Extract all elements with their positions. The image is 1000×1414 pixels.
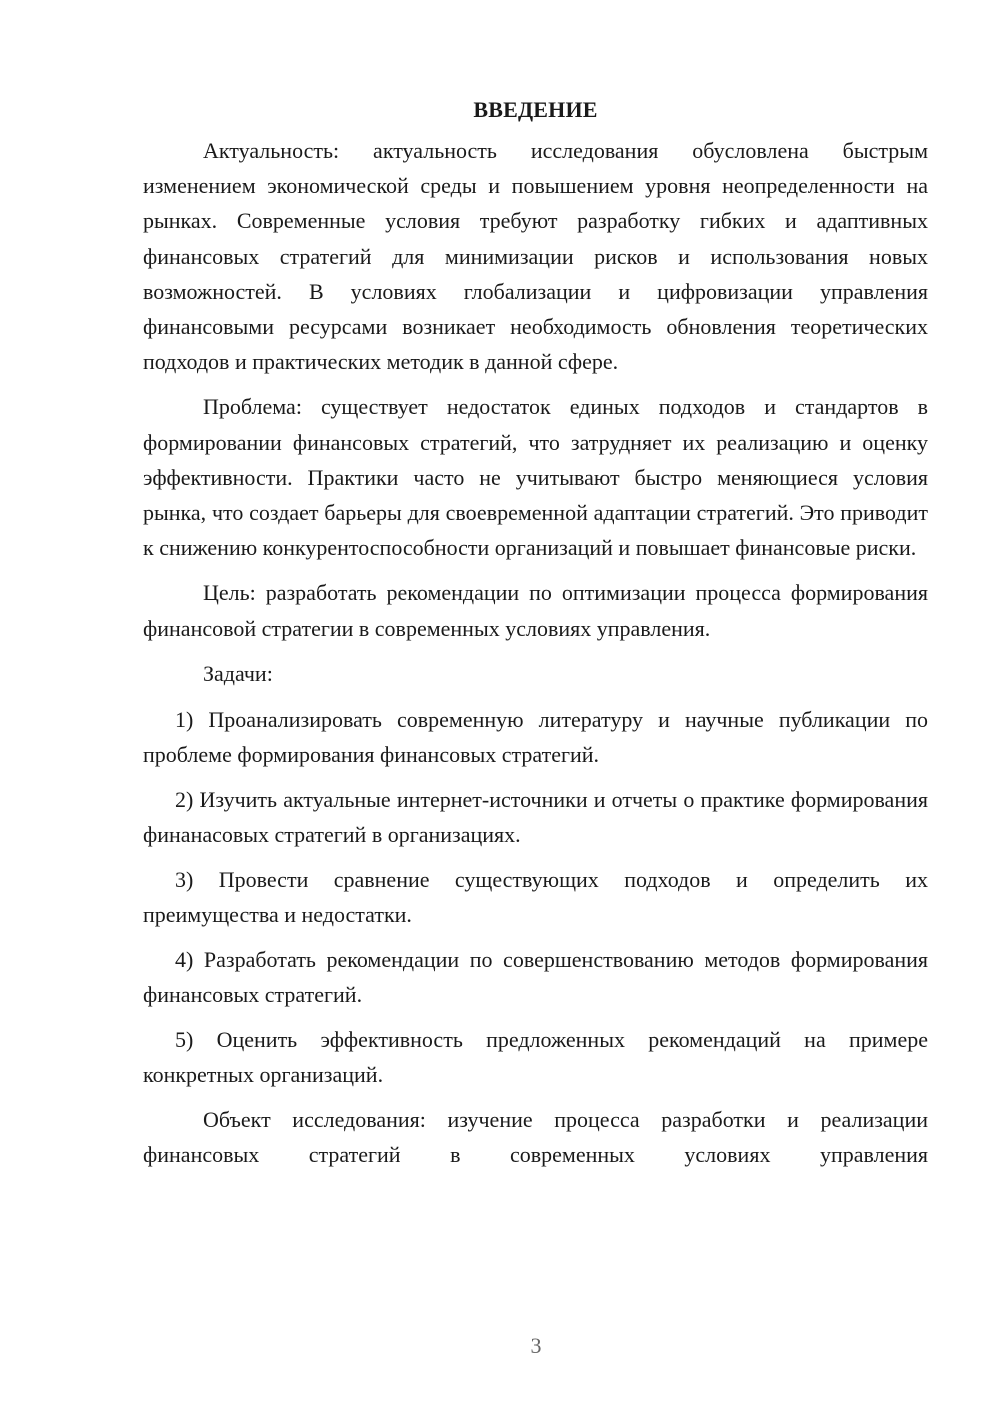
object-paragraph: Объект исследования: изучение процесса разработки и реализации финансовых стратегий в современных условиях управления <box>143 1107 928 1168</box>
problem-paragraph: Проблема: существует недостаток единых подходов и стандартов в формировании финансовых стратегий, что затрудняет их реализацию и оценку эффективности. Практики часто не учитывают быстро меняющиеся условия рынка, что создает барьеры для своевременной адаптации стратегий. Это приводит к снижению конкурентоспособности организаций и повышает финансовые риски. <box>143 394 928 561</box>
page-number: 3 <box>530 1333 542 1358</box>
task-item-2: 2) Изучить актуальные интернет-источники и отчеты о практике формирования финанасовых стратегий в организациях. <box>143 787 928 848</box>
tasks-heading: Задачи: <box>203 660 273 686</box>
task-item-5: 5) Оценить эффективность предложенных рекомендаций на примере конкретных организаций. <box>143 1027 928 1088</box>
relevance-paragraph: Актуальность: актуальность исследования обусловлена быстрым изменением экономической среды и повышением уровня неопределенности на рынках. Современные условия требуют разработку гибких и адаптивных финансовых стратегий для минимизации рисков и использования новых возможностей. В условиях глобализации и цифровизации управления финансовыми ресурсами возникает необходимость обновления теоретических подходов и практических методик в данной сфере. <box>143 138 928 375</box>
goal-paragraph: Цель: разработать рекомендации по оптимизации процесса формирования финансовой стратегии в современных условиях управления. <box>143 580 928 641</box>
task-item-1: 1) Проанализировать современную литературу и научные публикации по проблеме формирования финансовых стратегий. <box>143 707 928 768</box>
section-title: ВВЕДЕНИЕ <box>473 97 598 122</box>
document-body <box>143 92 928 1172</box>
task-item-4: 4) Разработать рекомендации по совершенствованию методов формирования финансовых стратегий. <box>143 947 928 1008</box>
task-item-3: 3) Провести сравнение существующих подходов и определить их преимущества и недостатки. <box>143 867 928 928</box>
